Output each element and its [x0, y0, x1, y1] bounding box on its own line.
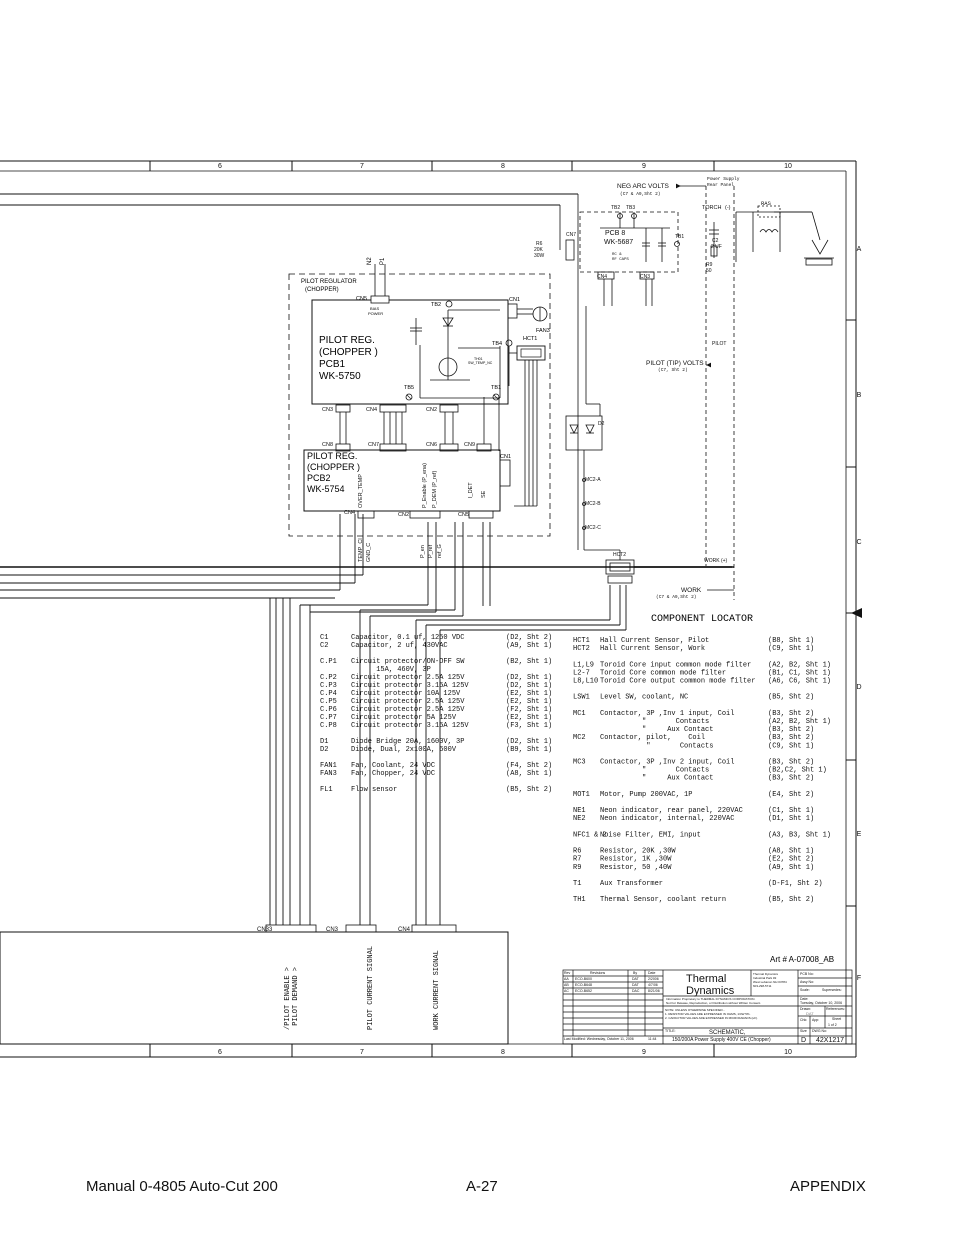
locator-ref: FAN1	[320, 762, 337, 770]
locator-ref: NE2	[573, 815, 586, 824]
locator-desc: Toroid Core common mode filter	[600, 669, 727, 678]
locator-ref: C2	[320, 642, 329, 650]
locator-ref: MC3	[573, 758, 586, 767]
col-label-bottom: 8	[501, 1049, 505, 1056]
component-locator-left	[320, 634, 552, 794]
locator-loc: (E2, Sht 1)	[506, 714, 553, 722]
locator-ref: C.P8	[320, 722, 337, 730]
locator-loc: (A6, C6, Sht 1)	[768, 677, 832, 686]
se-label: SE	[481, 490, 487, 498]
tb2-label: TB2	[611, 205, 621, 211]
fan3-label: FAN3	[536, 328, 550, 334]
d2-label: D2	[598, 421, 605, 427]
locator-loc: (D2, Sht 1)	[506, 674, 553, 682]
work-plus-label: WORK (+)	[704, 558, 728, 564]
locator-loc: (B3, Sht 2)	[768, 774, 815, 783]
neg-arc-volts-label: NEG ARC VOLTS	[617, 183, 669, 190]
locator-ref: C.P1	[320, 658, 337, 666]
locator-desc: Contactor, 3P ,Inv 1 input, Coil	[600, 709, 735, 718]
locator-desc: " Contacts	[600, 718, 710, 726]
locator-desc: Circuit protector 3.15A 125V	[351, 722, 469, 730]
cn5-label: CN5	[356, 296, 368, 302]
col-label-bottom: 7	[360, 1049, 364, 1056]
last-modified-time: 11:44	[648, 1037, 657, 1041]
c2-label: C2	[712, 238, 719, 244]
chk-label: Chk:	[800, 1018, 808, 1022]
row-label: D	[856, 684, 862, 691]
locator-desc: Resistor, 20K ,30W	[600, 847, 676, 856]
cn9-label: CN9	[464, 442, 476, 448]
locator-ref: R9	[573, 863, 582, 872]
locator-loc: (F3, Sht 1)	[506, 722, 553, 730]
locator-desc: Hall Current Sensor, Work	[600, 645, 706, 654]
drawn-label: Drawn:	[800, 1007, 812, 1011]
cn1-connector	[508, 304, 517, 318]
page-number: A-27	[466, 1178, 498, 1195]
locator-loc: (A2, B2, Sht 1)	[768, 718, 832, 726]
pilot-tip-ref: (C7, Sht 2)	[658, 368, 688, 373]
locator-desc: Hall Current Sensor, Pilot	[600, 637, 710, 645]
company-address: Thermal Dynamics Industrial Park #2 West Lebanon NH 03784 603-298-5711	[753, 972, 787, 988]
cn2b-label: CN2	[398, 512, 410, 518]
r9-label: R9	[706, 262, 713, 268]
cn6-label: CN6	[426, 442, 438, 448]
cn3-label: CN3	[322, 407, 334, 413]
locator-desc: Contactor, pilot, Coil	[600, 734, 706, 743]
r6-value: 20K	[534, 247, 543, 253]
dwg-no-label: DWG No:	[812, 1029, 827, 1033]
page-footer	[0, 1178, 954, 1202]
locator-loc: (B8, Sht 1)	[768, 637, 815, 645]
p-enable-label: P_Enable (P_ena)	[422, 463, 428, 508]
locator-loc: (C9, Sht 1)	[768, 645, 815, 654]
locator-ref: NFC1 & 2	[573, 831, 607, 840]
row-label: F	[856, 975, 862, 982]
cn1b-connector	[500, 460, 510, 486]
locator-desc: Circuit protector 10A 125V	[351, 690, 461, 698]
locator-desc: Diode, Dual, 2x100A, 600V	[351, 746, 457, 754]
row-label: B	[856, 392, 862, 399]
cn4c-label: CN4	[398, 927, 411, 933]
cn1b-label: CN1	[500, 454, 512, 460]
locator-loc: (B3, Sht 2)	[768, 726, 815, 735]
locator-ref: C1	[320, 634, 329, 642]
cn3-top-label: CN3	[640, 274, 651, 280]
locator-desc: Neon indicator, internal, 220VAC	[600, 815, 735, 824]
tb4-terminal	[506, 340, 512, 346]
locator-loc: (A8, Sht 1)	[768, 847, 815, 856]
drawn-by-value: DAT	[806, 1011, 814, 1016]
locator-desc: Circuit protector 5A 125V	[351, 714, 457, 722]
locator-ref: C.P7	[320, 714, 337, 722]
locator-desc: Capacitor, 2 uf, 430VAC	[351, 642, 448, 650]
drawing-title-line2: 150/200A Power Supply 400V CE (Chopper)	[672, 1037, 771, 1043]
work-current-signal-label: WORK CURRENT SIGNAL	[433, 950, 441, 1030]
locator-ref: L1,L9	[573, 661, 595, 670]
over-temp-label: OVER_TEMP	[358, 474, 364, 508]
locator-desc: Neon indicator, rear panel, 220VAC	[600, 807, 743, 816]
tb4-label: TB4	[492, 341, 503, 347]
locator-desc: Circuit protector 2.5A 125V	[351, 674, 465, 682]
locator-loc: (B5, Sht 2)	[768, 896, 815, 905]
locator-desc: " Contacts	[600, 742, 714, 751]
tb-rev-aa: AA	[564, 977, 569, 981]
locator-desc: Fan, Chopper, 24 VDC	[351, 770, 436, 778]
locator-desc: Flow sensor	[351, 786, 398, 794]
locator-loc: (B3, Sht 2)	[768, 709, 815, 718]
tb-by-header: By	[633, 971, 638, 975]
bottom-connectors	[266, 925, 456, 932]
tb-rev-header: Rev	[564, 971, 571, 975]
cn4-top-label: CN4	[597, 274, 608, 280]
pilot-regulator-enclosure	[289, 274, 550, 536]
references-label: References:	[826, 1007, 845, 1011]
size-value: D	[801, 1037, 807, 1044]
locator-desc: Diode Bridge 20A, 1600V, 3P	[351, 738, 465, 746]
locator-desc: Circuit protector 3.15A 125V	[351, 682, 469, 690]
tb-rev-aa-eco: ECO-B600	[575, 977, 592, 981]
cn4b-label: CN4	[344, 510, 356, 516]
mc2a-label: MC2-A	[585, 477, 601, 483]
locator-loc: (D1, Sht 1)	[768, 815, 815, 824]
last-modified: Last Modified: Wednesday, October 11, 2006	[564, 1037, 634, 1041]
locator-loc: (C9, Sht 1)	[768, 742, 815, 751]
section-name: APPENDIX	[790, 1178, 866, 1195]
locator-loc: (F2, Sht 1)	[506, 706, 553, 714]
locator-loc: (B3, Sht 2)	[768, 758, 815, 767]
locator-ref: L8,L10	[573, 677, 599, 686]
drawing-title-line1: SCHEMATIC,	[709, 1030, 746, 1036]
locator-desc: Toroid Core output common mode filter	[600, 677, 756, 686]
locator-desc: Circuit protector 2.5A 125V	[351, 706, 465, 714]
row-label: A	[856, 246, 862, 253]
locator-desc: Aux Transformer	[600, 880, 664, 888]
locator-ref: C.P4	[320, 690, 337, 698]
drawing-frame	[0, 161, 856, 1057]
tb-date-header: Date	[648, 971, 656, 975]
p1-label: P1	[380, 257, 386, 265]
cn4-label: CN4	[366, 407, 378, 413]
locator-loc: (B1, C1, Sht 1)	[768, 669, 832, 678]
pcb1-internals	[371, 264, 503, 398]
rc-caps-label: RC & RF CAPS	[612, 253, 629, 262]
locator-ref: TH1	[573, 896, 586, 905]
wk5687-label: WK-5687	[604, 239, 634, 246]
control-pcb-block	[0, 932, 508, 1044]
size-label: Size	[800, 1029, 807, 1033]
component-locator-right	[573, 637, 831, 904]
col-label-top: 7	[360, 163, 364, 170]
pcb2-title: PILOT REG. (CHOPPER ) PCB2 WK-5754	[307, 451, 361, 494]
torch-circuit	[560, 186, 834, 600]
locator-loc: (A3, B3, Sht 1)	[768, 831, 832, 840]
locator-ref: FAN3	[320, 770, 337, 778]
pilot-tip-volts-label: PILOT (TIP) VOLTS	[646, 360, 704, 367]
tb2-terminal	[446, 301, 452, 307]
hct1-label: HCT1	[523, 336, 538, 342]
locator-loc: (A9, Sht 1)	[506, 642, 553, 650]
cn33-label: CN33	[257, 927, 273, 933]
locator-desc: 15A, 460V, 3P	[351, 666, 431, 674]
col-label-top: 6	[218, 163, 222, 170]
locator-loc: (E2, Sht 1)	[506, 698, 553, 706]
tb-rev-ab-eco: ECO-B648	[575, 983, 592, 987]
locator-desc: Capacitor, 0.1 uf, 1250 VDC	[351, 634, 465, 642]
th01-label: TH01 SW_TEMP_NC	[468, 357, 493, 365]
locator-loc: (D2, Sht 1)	[506, 738, 553, 746]
proprietary-notice: Information Proprietary to THERMAL DYNAMICS CORPORATION. Not For Release, Reproduction, or Distribution without Written Consent.	[666, 997, 761, 1005]
cn3b-label: CN3	[326, 927, 339, 933]
locator-ref: MC1	[573, 709, 586, 718]
mc2c-label: MC2-C	[585, 525, 601, 531]
col-label-bottom: 9	[642, 1049, 646, 1056]
locator-ref: R7	[573, 855, 582, 864]
tb-rev-ab-date: 4/7/06	[648, 983, 658, 987]
locator-ref: NE1	[573, 807, 586, 816]
bias-power-label: BIAS POWER	[368, 306, 384, 316]
cn8-label: CN8	[322, 442, 334, 448]
locator-desc: Noise Filter, EMI, input	[600, 831, 701, 840]
app-label: App:	[812, 1018, 820, 1022]
locator-ref: HCT2	[573, 645, 590, 654]
locator-loc: (D-F1, Sht 2)	[768, 880, 823, 888]
supersedes-label: Supersedes:	[822, 988, 842, 992]
i-det-label: I_DET	[468, 482, 474, 498]
pcb-no-label: PCB No:	[800, 972, 814, 976]
date-label: Date:	[800, 997, 809, 1001]
locator-loc: (F4, Sht 2)	[506, 762, 553, 770]
manual-reference: Manual 0-4805 Auto-Cut 200	[86, 1178, 278, 1195]
tb-rev-ac-eco: ECO-B652	[575, 989, 592, 993]
locator-ref: C.P5	[320, 698, 337, 706]
n2-label: N2	[367, 257, 373, 265]
tb5-label: TB5	[404, 385, 415, 391]
company-logo-line1: Thermal	[686, 973, 727, 985]
company-logo-line2: Dynamics	[686, 985, 735, 997]
locator-desc: " Contacts	[600, 766, 710, 775]
mc2b-label: MC2-B	[585, 501, 601, 507]
tb1-top-label: TB1	[675, 234, 685, 240]
tb-rev-ac-by: DAC	[632, 989, 640, 993]
locator-loc: (B9, Sht 1)	[506, 746, 553, 754]
locator-loc: (D2, Sht 2)	[506, 634, 553, 642]
hct2-label: HCT2	[613, 552, 627, 558]
pilot-enable-label: /PILOT ENABLE > PILOT DEMAND >	[284, 966, 300, 1030]
neg-arc-ref: (C7 & A9,Sht 2)	[620, 192, 661, 197]
tb-rev-ab-by: DAT	[632, 983, 639, 987]
locator-ref: C.P2	[320, 674, 337, 682]
locator-desc: Level SW, coolant, NC	[600, 693, 689, 702]
locator-loc: (E2, Sht 1)	[506, 690, 553, 698]
tb-rev-ac: AC	[564, 989, 569, 993]
sheet-label: Sheet	[832, 1017, 842, 1021]
pcb1-title: PILOT REG. (CHOPPER ) PCB1 WK-5750	[319, 335, 378, 382]
locator-desc: " Aux Contact	[600, 726, 714, 735]
locator-loc: (A8, Sht 1)	[506, 770, 553, 778]
locator-ref: D1	[320, 738, 329, 746]
locator-loc: (B2,C2, Sht 1)	[768, 766, 827, 775]
cn1-label: CN1	[509, 297, 521, 303]
ref-g-label: ref_G	[437, 544, 443, 558]
locator-loc: (E2, Sht 2)	[768, 855, 815, 864]
locator-ref: T1	[573, 880, 582, 888]
locator-loc: (A2, B2, Sht 1)	[768, 661, 832, 670]
work-label: WORK	[681, 587, 702, 594]
r9-value: 50	[706, 268, 712, 274]
rear-panel-label: Power Supply Rear Panel	[707, 177, 740, 188]
locator-ref: HCT1	[573, 637, 590, 645]
title-label: TITLE:	[665, 1029, 676, 1033]
pilot-label: PILOT	[712, 341, 727, 347]
locator-loc: (B2, Sht 1)	[506, 658, 553, 666]
pcb8-label: PCB 8	[605, 230, 626, 237]
tb-rev-ac-date: 8/21/06	[648, 989, 660, 993]
locator-desc: Resistor, 1K ,30W	[600, 855, 672, 864]
gnd-c-label: GND_C	[366, 542, 372, 562]
pilot-regulator-label: PILOT REGULATOR (CHOPPER)	[301, 279, 357, 293]
torch-sign: (-)	[725, 205, 731, 211]
locator-ref: FL1	[320, 786, 333, 794]
component-locator-title: COMPONENT LOCATOR	[651, 614, 754, 625]
locator-loc: (A9, Sht 1)	[768, 863, 815, 872]
scale-label: Scale:	[800, 988, 810, 992]
tb-rev-aa-date: 2/2006	[648, 977, 659, 981]
locator-desc: Contactor, 3P ,Inv 2 input, Coil	[600, 758, 735, 767]
pcb2-bottom-connectors	[358, 511, 493, 518]
c2-value: 2 UF	[711, 244, 722, 250]
locator-ref: MC2	[573, 734, 586, 743]
hct1-cable	[514, 360, 537, 506]
locator-desc: Resistor, 50 ,40W	[600, 863, 672, 872]
p-en-label: P_en	[420, 545, 426, 558]
row-label: E	[856, 831, 862, 838]
tb-revisions-header: Revisions	[590, 971, 606, 975]
locator-ref: MOT1	[573, 790, 590, 799]
r6-label: R6	[536, 241, 543, 247]
locator-loc: (E4, Sht 2)	[768, 790, 815, 799]
locator-loc: (B3, Sht 2)	[768, 734, 815, 743]
temp-ci-label: TEMP_CI	[358, 538, 364, 562]
assy-no-label: Assy No:	[800, 980, 815, 984]
locator-desc: Thermal Sensor, coolant return	[600, 896, 727, 905]
locator-desc: Motor, Pump 200VAC, 1P	[600, 790, 693, 799]
col-label-top: 10	[784, 163, 792, 170]
cn5b-label: CN5	[458, 512, 470, 518]
dwg-no-value: 42X1217	[816, 1037, 845, 1044]
col-label-bottom: 6	[218, 1049, 222, 1056]
locator-ref: LSW1	[573, 693, 590, 702]
cn7-top-label: CN7	[566, 232, 577, 238]
locator-loc: (B5, Sht 2)	[768, 693, 815, 702]
locator-loc: (B5, Sht 2)	[506, 786, 553, 794]
cn7-label: CN7	[368, 442, 380, 448]
r6-watts: 30W	[534, 253, 545, 259]
tb-rev-ab: AB	[564, 983, 569, 987]
p-dem-label: P_DEM (P_ref)	[432, 470, 438, 508]
drawing-notes: NOTE: UNLESS OTHERWISE SPECIFIED -1. RESISTOR VALUES ARE EXPRESSED IN OHMS, 1/4W 5%. 2. CAPACITOR VALUES ARE EXPRESSED IN MICROFARADS (uF).	[665, 1008, 758, 1020]
locator-desc: Circuit protector 2.5A 125V	[351, 698, 465, 706]
locator-desc: Circuit protector/ON-OFF SW	[351, 658, 465, 666]
locator-ref: C.P3	[320, 682, 337, 690]
tb3-label: TB3	[626, 205, 636, 211]
locator-loc: (C1, Sht 1)	[768, 807, 815, 816]
locator-ref: L2-7	[573, 669, 590, 678]
ras-label: RAS	[761, 200, 771, 207]
cn2-label: CN2	[426, 407, 438, 413]
torch-label: TORCH	[702, 205, 722, 211]
locator-ref: D2	[320, 746, 329, 754]
locator-loc: (D2, Sht 1)	[506, 682, 553, 690]
col-label-top: 8	[501, 163, 505, 170]
tb-rev-aa-by: DAT	[632, 977, 639, 981]
locator-desc: Fan, Coolant, 24 VDC	[351, 762, 436, 770]
row-label: C	[856, 539, 862, 546]
locator-ref: C.P6	[320, 706, 337, 714]
art-number: Art # A-07008_AB	[770, 955, 835, 964]
tb1-label: TB1	[491, 385, 502, 391]
locator-ref: R6	[573, 847, 582, 856]
date-value: Tuesday, October 10, 2006	[800, 1001, 843, 1005]
locator-desc: " Aux Contact	[600, 774, 714, 783]
tb2b-label: TB2	[431, 302, 442, 308]
col-label-top: 9	[642, 163, 646, 170]
frame-column-labels	[218, 163, 862, 1056]
locator-desc: Toroid Core input common mode filter	[600, 661, 752, 670]
sheet-value: 1 of 2	[828, 1023, 837, 1027]
pilot-current-signal-label: PILOT CURRENT SIGNAL	[367, 945, 375, 1030]
col-label-bottom: 10	[784, 1049, 792, 1056]
work-ref: (C7 & A9,Sht 2)	[656, 595, 697, 600]
p-ref-label: P_ref	[428, 544, 434, 558]
